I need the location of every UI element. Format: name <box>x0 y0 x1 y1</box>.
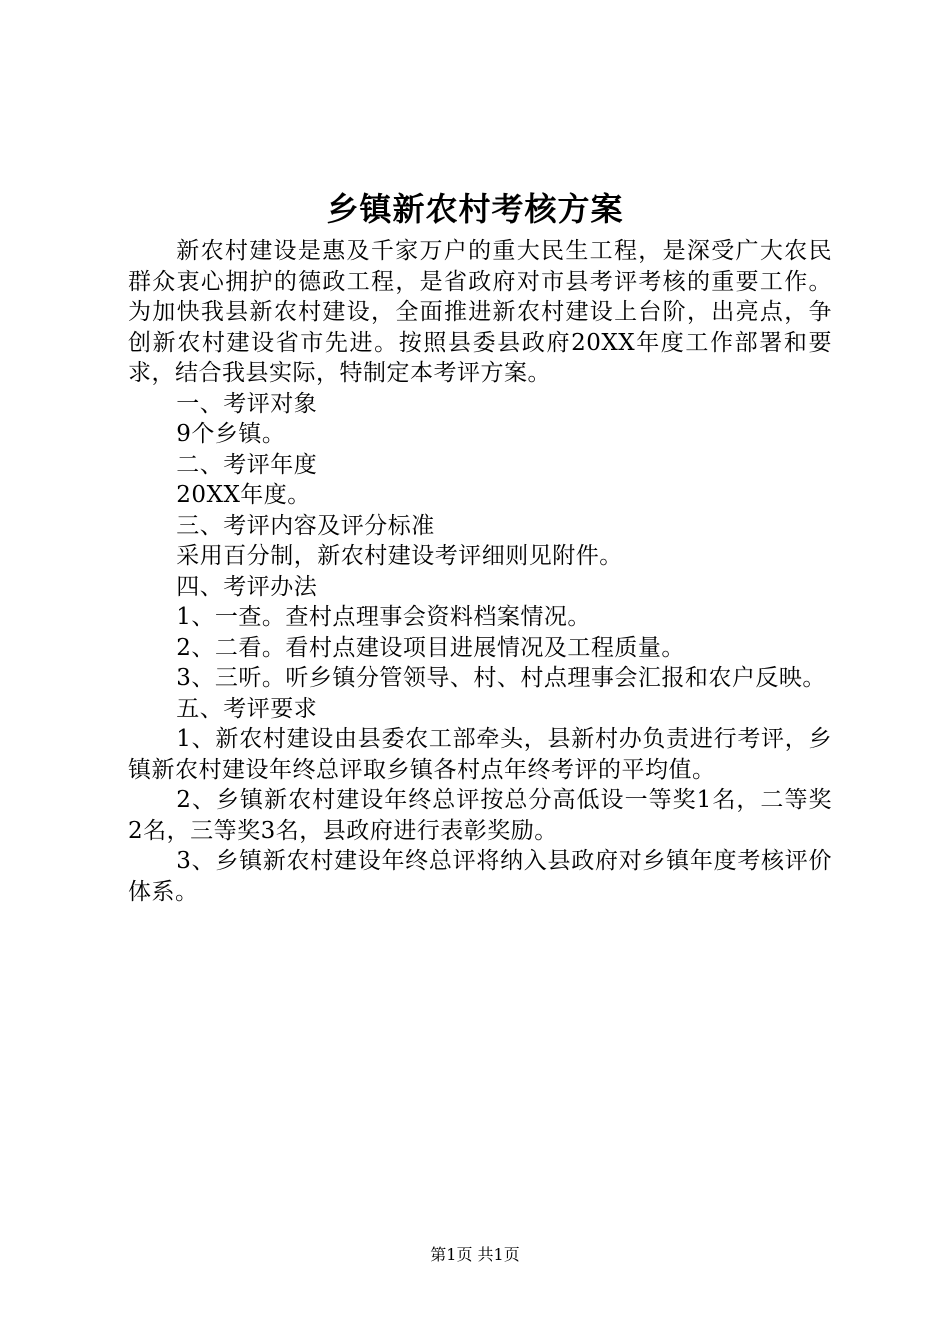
section-heading-3: 三、考评内容及评分标准 <box>176 512 435 539</box>
document-body <box>128 236 832 907</box>
list-item: 3、乡镇新农村建设年终总评将纳入县政府对乡镇年度考核评价体系。 <box>128 848 832 905</box>
page-number-footer: 第1页 共1页 <box>430 1245 520 1264</box>
section-heading-4: 四、考评办法 <box>176 573 318 600</box>
list-item: 1、一查。查村点理事会资料档案情况。 <box>176 604 591 630</box>
list-item: 2、乡镇新农村建设年终总评按总分高低设一等奖1名，二等奖2名，三等奖3名，县政府进行表彰奖励。 <box>128 787 832 844</box>
list-item: 2、二看。看村点建设项目进展情况及工程质量。 <box>176 634 685 661</box>
section-heading-1: 一、考评对象 <box>176 390 318 417</box>
paragraph: 采用百分制，新农村建设考评细则见附件。 <box>176 543 623 569</box>
paragraph-intro: 新农村建设是惠及千家万户的重大民生工程，是深受广大农民群众衷心拥护的德政工程，是省政府对市县考评考核的重要工作。为加快我县新农村建设，全面推进新农村建设上台阶，出亮点，争创新农村建设省市先进。按照县委县政府20XX年度工作部署和要求，结合我县实际，特制定本考评方案。 <box>128 238 832 386</box>
paragraph: 9个乡镇。 <box>176 421 286 447</box>
list-item: 3、三听。听乡镇分管领导、村、村点理事会汇报和农户反映。 <box>176 665 826 691</box>
paragraph: 20XX年度。 <box>176 482 311 508</box>
section-heading-2: 二、考评年度 <box>176 451 318 478</box>
list-item: 1、新农村建设由县委农工部牵头，县新村办负责进行考评，乡镇新农村建设年终总评取乡镇各村点年终考评的平均值。 <box>128 726 832 783</box>
section-heading-5: 五、考评要求 <box>176 695 318 722</box>
document-title: 乡镇新农村考核方案 <box>326 190 624 228</box>
